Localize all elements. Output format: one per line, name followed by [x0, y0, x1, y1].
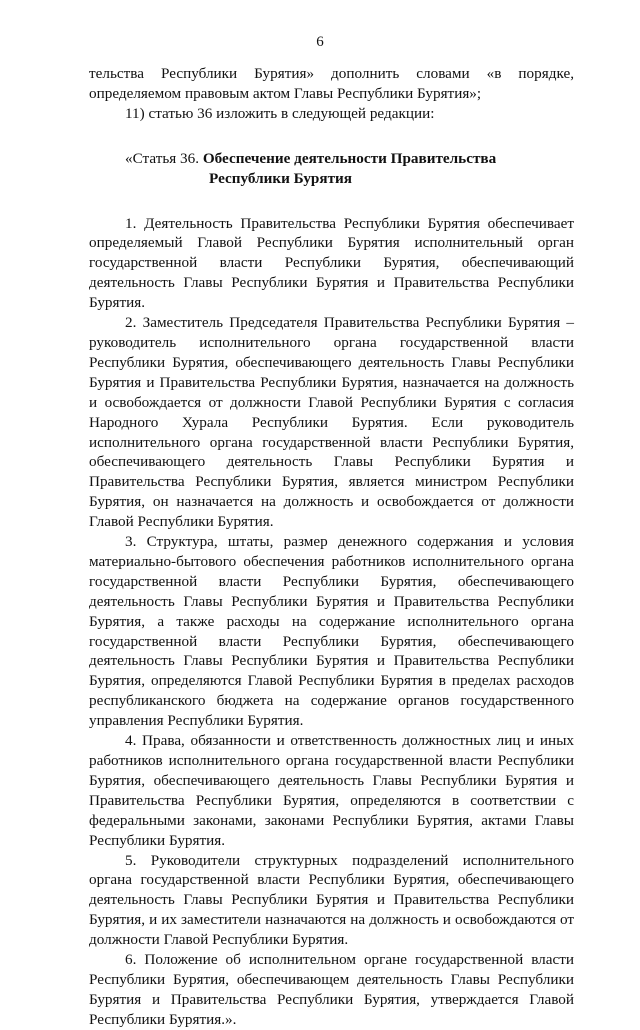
paragraph-1: 1. Деятельность Правительства Республики Бурятия обеспечивает определяемый Главой Республики Бурятия исполнительный орган государственной власти Республики Бурятия, обеспечивающий деятельность Главы Республики Бурятия и Правительства Республики Бурятия. [89, 214, 574, 312]
page-number: 6 [316, 34, 324, 50]
article-prefix: «Статья 36. [125, 149, 200, 167]
document-body [89, 64, 574, 1030]
paragraph-4: 4. Права, обязанности и ответственность должностных лиц и иных работников исполнительного органа государственной власти Республики Бурятия, обеспечивающего деятельность Главы Республики Бурятия и Правительства Республики Бурятия, определяются в соответствии с федеральными законами, законами Республики Бурятия, актами Главы Республики Бурятия. [89, 732, 574, 849]
paragraph-2: 2. Заместитель Председателя Правительства Республики Бурятия – руководитель исполнительного органа государственной власти Республики Бурятия, обеспечивающего деятельность Главы Республики Бурятия и Правительства Республики Бурятия, назначается на должность и освобождается от должности Главой Республики Бурятия с согласия Народного Хурала Республики Бурятия. Если руководитель исполнительного органа государственной власти Республики Бурятия, обеспечивающего деятельность Главы Республики Бурятия и Правительства Республики Бурятия, является министром Республики Бурятия, он назначается на должность и освобождается от должности Главой Республики Бурятия. [89, 314, 574, 531]
paragraph-6: 6. Положение об исполнительном органе государственной власти Республики Бурятия, обеспечивающем деятельность Главы Республики Бурятия и Правительства Республики Бурятия, утверждается Главой Республики Бурятия.». [89, 951, 574, 1028]
paragraph-3: 3. Структура, штаты, размер денежного содержания и условия материально-бытового обеспечения работников исполнительного органа государственной власти Республики Бурятия, обеспечивающего деятельность Главы Республики Бурятия и Правительства Республики Бурятия, а также расходы на содержание исполнительного органа государственной власти Республики Бурятия, обеспечивающего деятельность Главы Республики Бурятия и Правительства Республики Бурятия, определяются Главой Республики Бурятия в пределах расходов республиканского бюджета на содержание органов государственного управления Республики Бурятия. [89, 533, 574, 730]
article-heading [89, 149, 574, 189]
article-title-line-1: Обеспечение деятельности Правительства [202, 149, 497, 167]
intro-item-11: 11) статью 36 изложить в следующей редакции: [125, 104, 435, 122]
paragraph-5: 5. Руководители структурных подразделений исполнительного органа государственной власти Республики Бурятия, обеспечивающего деятельность Главы Республики Бурятия и Правительства Республики Бурятия, и их заместители назначаются на должность и освобождаются от должности Главой Республики Бурятия. [89, 851, 574, 949]
article-title-line-2: Республики Бурятия [209, 169, 353, 187]
intro-continuation: тельства Республики Бурятия» дополнить словами «в порядке, определяемом правовым актом Главы Республики Бурятия»; [89, 65, 574, 102]
